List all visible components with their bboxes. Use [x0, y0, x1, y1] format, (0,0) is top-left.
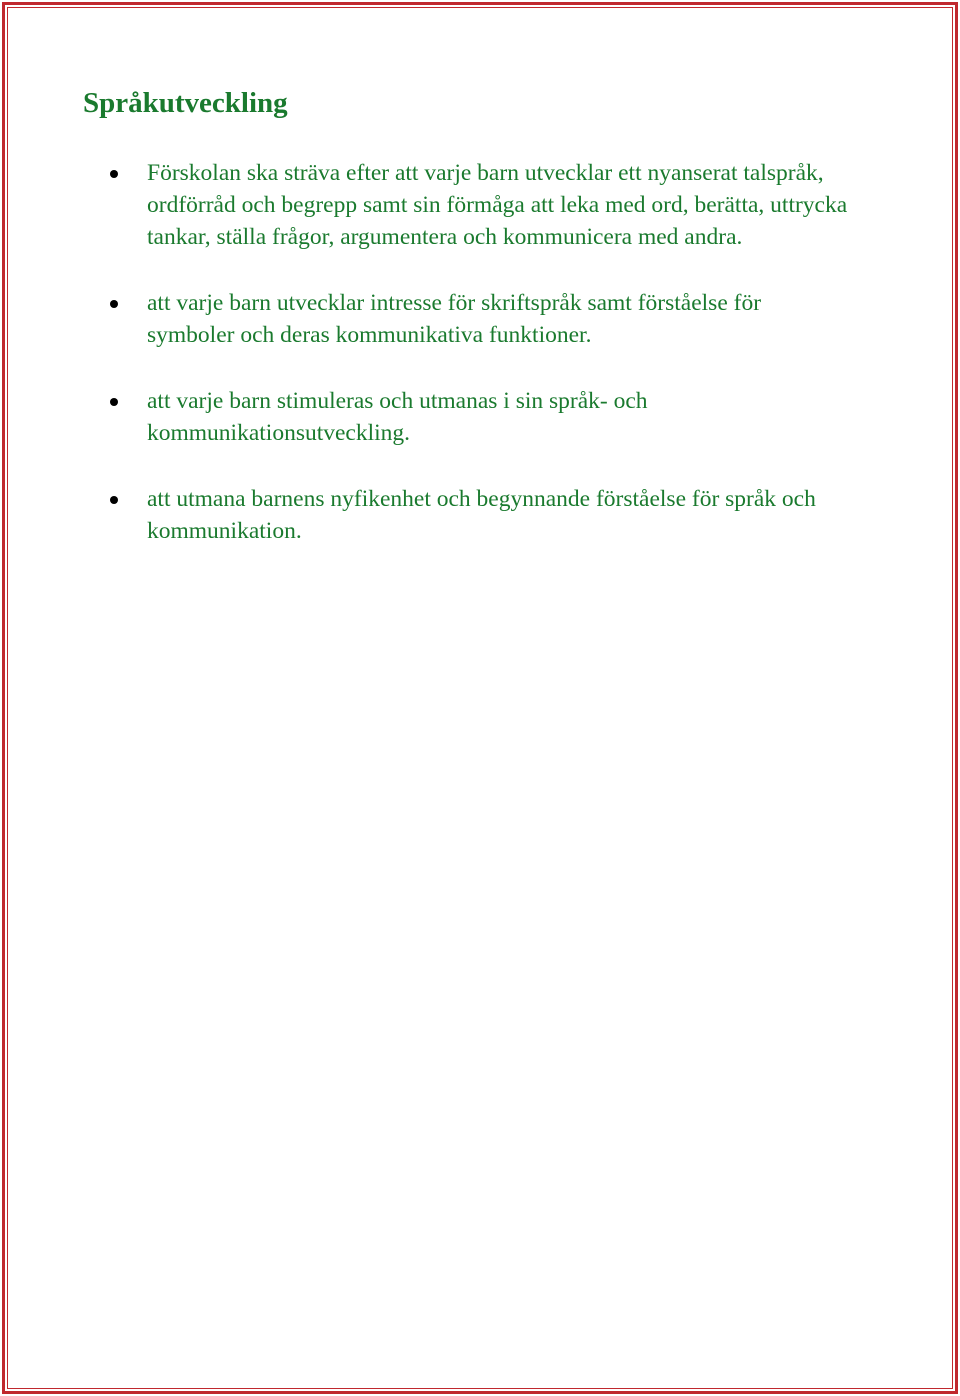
list-item [108, 483, 848, 547]
bullet-dot-icon [110, 398, 118, 406]
bullet-dot-icon [110, 300, 118, 308]
list-item [108, 385, 848, 449]
bullet-list [108, 157, 848, 581]
bullet-dot-icon [110, 496, 118, 504]
list-item-text: att utmana barnens nyfikenhet och begynnande förståelse för språk och kommunikation. [147, 486, 816, 544]
list-item-text: att varje barn utvecklar intresse för skriftspråk samt förståelse för symboler och deras kommunikativa funktioner. [147, 290, 762, 348]
list-item [108, 287, 848, 351]
list-item [108, 157, 848, 253]
list-item-text: att varje barn stimuleras och utmanas i sin språk- och kommunikationsutveckling. [147, 388, 648, 446]
bullet-dot-icon [110, 170, 118, 178]
page-title: Språkutveckling [83, 87, 288, 119]
list-item-text: Förskolan ska sträva efter att varje barn utvecklar ett nyanserat talspråk, ordförråd och begrepp samt sin förmåga att leka med ord, berätta, uttrycka tankar, ställa frågor, argumentera och kommunicera med andra. [147, 160, 848, 250]
